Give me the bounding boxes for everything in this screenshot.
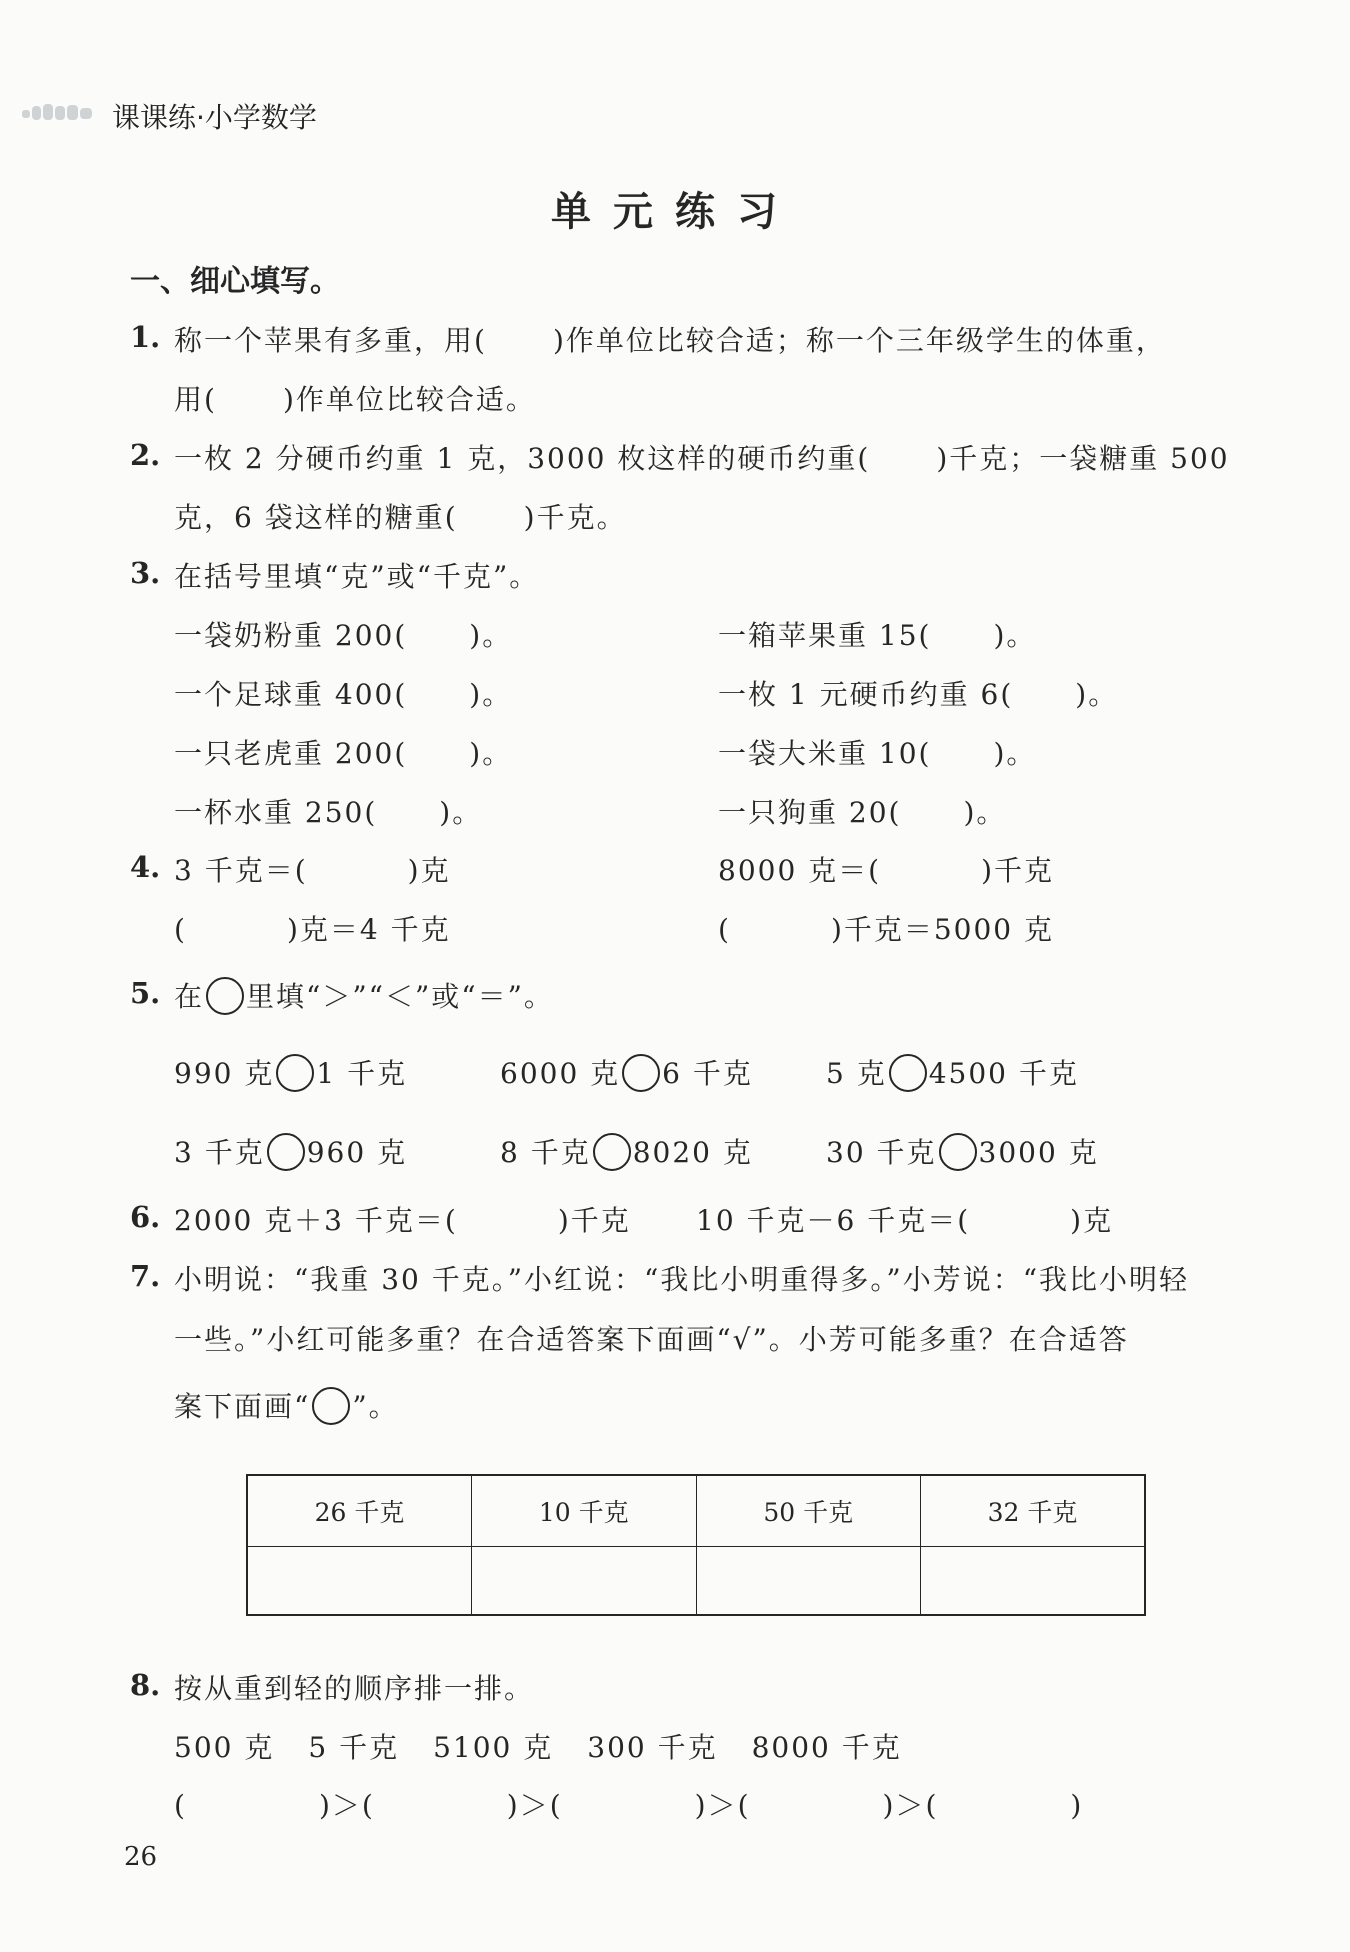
compare-circle (267, 1133, 305, 1171)
question-number: 8. (130, 1668, 161, 1702)
section-title: 一、细心填写。 (130, 264, 340, 299)
question-number: 4. (130, 850, 161, 884)
q3-right-item: 一只狗重 20( )。 (718, 796, 1007, 829)
q3-right-item: 一袋大米重 10( )。 (718, 737, 1037, 770)
weight-options-table (246, 1474, 1146, 1616)
circle-icon (206, 977, 244, 1015)
q5-prompt: 在 里填“＞”“＜”或“＝”。 (174, 975, 554, 1015)
q4-item: 8000 克＝( )千克 (718, 854, 1055, 887)
q1-text-a: 称一个苹果有多重，用( (174, 324, 487, 357)
header-decoration-icon (22, 100, 94, 126)
q1-line-1 (174, 319, 1166, 359)
q2-text-c: 克，6 袋这样的糖重( (174, 501, 458, 534)
q6-item: 10 千克－6 千克＝( )克 (696, 1204, 1114, 1237)
q4-item: ( )克＝4 千克 (174, 913, 451, 946)
q6-item: 2000 克＋3 千克＝( )千克 (174, 1204, 631, 1237)
question-number: 5. (130, 976, 161, 1010)
q5-item: 6000 克 6 千克 (500, 1052, 753, 1092)
q3-right-item: 一箱苹果重 15( )。 (718, 619, 1037, 652)
table-cell: 50 千克 (696, 1475, 921, 1547)
q1-text-b: )作单位比较合适；称一个三年级学生的体重， (552, 324, 1166, 357)
q4-item: 3 千克＝( )克 (174, 854, 451, 887)
q3-prompt: 在括号里填“克”或“千克”。 (174, 560, 540, 593)
q3-right-item: 一枚 1 元硬币约重 6( )。 (718, 678, 1119, 711)
q5-item: 8 千克 8020 克 (500, 1131, 753, 1171)
q5-item: 30 千克 3000 克 (826, 1131, 1099, 1171)
answer-cell[interactable] (696, 1547, 921, 1616)
question-number: 2. (130, 438, 161, 472)
q2-line-2 (174, 496, 627, 536)
circle-icon (312, 1387, 350, 1425)
answer-cell[interactable] (921, 1547, 1146, 1616)
compare-circle (889, 1054, 927, 1092)
q5-item: 3 千克 960 克 (174, 1131, 407, 1171)
q1-text-d: )作单位比较合适。 (282, 383, 536, 416)
q4-item: ( )千克＝5000 克 (718, 913, 1055, 946)
q5-item: 5 克 4500 千克 (826, 1052, 1079, 1092)
compare-circle (622, 1054, 660, 1092)
compare-circle (593, 1133, 631, 1171)
page-title: 单元练习 (551, 189, 799, 235)
q5-item: 990 克 1 千克 (174, 1052, 407, 1092)
book-title: 课课练·小学数学 (112, 101, 317, 134)
q8-blanks: ( )＞( )＞( )＞( )＞( ) (174, 1789, 1084, 1822)
question-number: 7. (130, 1259, 161, 1293)
q7-line-3: 案下面画“ ”。 (174, 1385, 399, 1425)
q3-left-item: 一只老虎重 200( )。 (174, 737, 513, 770)
q7-line-1: 小明说：“我重 30 千克。”小红说：“我比小明重得多。”小芳说：“我比小明轻 (174, 1263, 1190, 1296)
question-number: 1. (130, 320, 161, 354)
list-item: 500 克 (174, 1731, 275, 1764)
list-item: 8000 千克 (751, 1731, 902, 1764)
q2-text-d: )千克。 (523, 501, 627, 534)
table-cell: 32 千克 (921, 1475, 1146, 1547)
table-cell: 10 千克 (472, 1475, 697, 1547)
answer-cell[interactable] (472, 1547, 697, 1616)
list-item: 300 千克 (587, 1731, 718, 1764)
table-answer-row (247, 1547, 1145, 1616)
question-number: 3. (130, 556, 161, 590)
q3-left-item: 一袋奶粉重 200( )。 (174, 619, 513, 652)
q3-left-item: 一杯水重 250( )。 (174, 796, 483, 829)
q2-line-1 (174, 437, 1230, 477)
q1-text-c: 用( (174, 383, 217, 416)
table-header-row (247, 1475, 1145, 1547)
q8-values (174, 1726, 902, 1766)
question-number: 6. (130, 1200, 161, 1234)
list-item: 5 千克 (308, 1731, 400, 1764)
q1-line-2 (174, 378, 536, 418)
compare-circle (939, 1133, 977, 1171)
answer-cell[interactable] (247, 1547, 472, 1616)
table-cell: 26 千克 (247, 1475, 472, 1547)
q2-text-b: )千克；一袋糖重 500 (936, 442, 1230, 475)
q3-left-item: 一个足球重 400( )。 (174, 678, 513, 711)
q2-text-a: 一枚 2 分硬币约重 1 克，3000 枚这样的硬币约重( (174, 442, 871, 475)
q7-line-2: 一些。”小红可能多重？在合适答案下面画“√”。小芳可能多重？在合适答 (174, 1323, 1129, 1356)
compare-circle (276, 1054, 314, 1092)
list-item: 5100 克 (433, 1731, 554, 1764)
page-number: 26 (124, 1842, 158, 1872)
q8-prompt: 按从重到轻的顺序排一排。 (174, 1672, 535, 1705)
